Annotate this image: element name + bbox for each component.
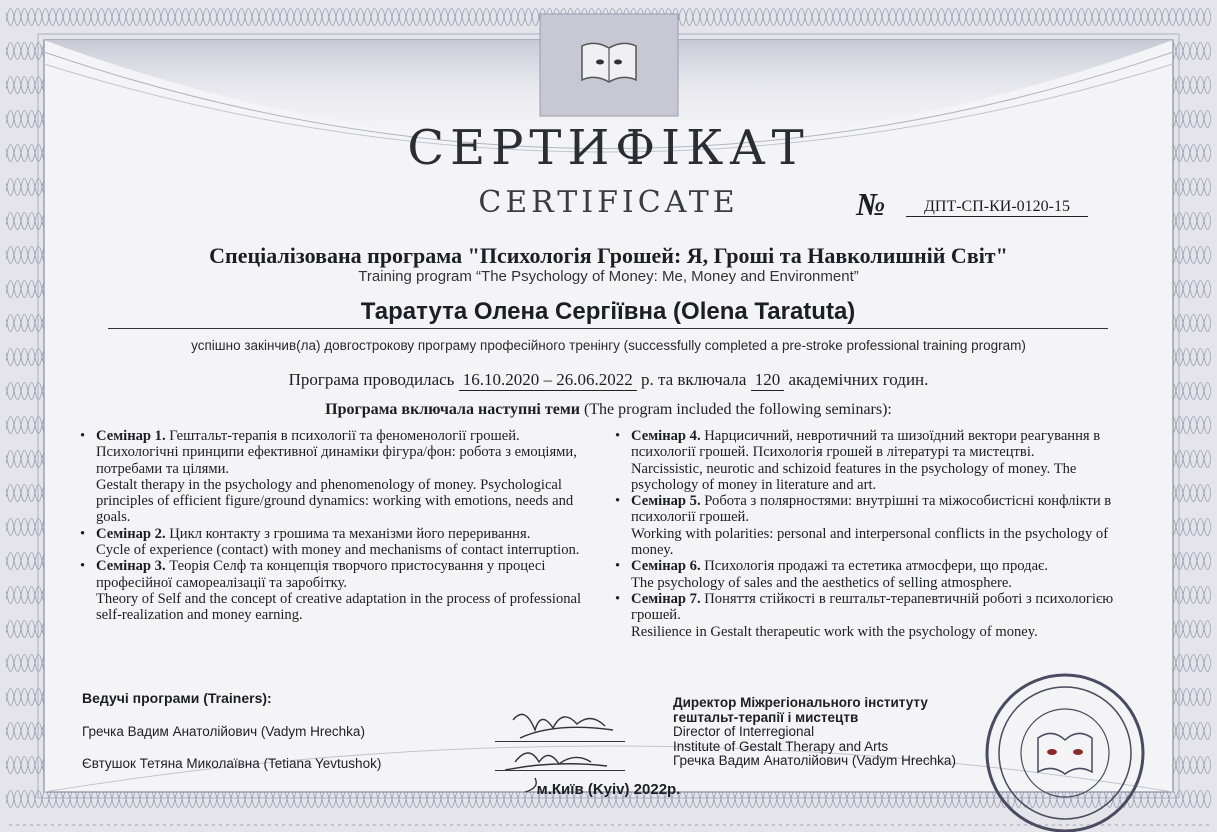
- director-institute-en: Institute of Gestalt Therapy and Arts: [673, 738, 889, 754]
- seminar-text-en: The psychology of sales and the aesthetics of selling atmosphere.: [631, 574, 1012, 591]
- seminar-text-ua: Теорія Селф та концепція творчого пристосування у процесі професійної самореалізації та заробітку.: [96, 558, 546, 591]
- director-title-en: Director of Interregional: [673, 724, 815, 739]
- seminar-label: Семінар 5.: [631, 493, 701, 510]
- seminar-text-en: Working with polarities: personal and interpersonal conflicts in the psychology of money.: [631, 525, 1109, 559]
- trainer-name: Євтушок Тетяна Миколаївна (Tetiana Yevtushok): [82, 756, 382, 771]
- official-stamp-icon: [980, 668, 1150, 832]
- participant-name: Таратута Олена Сергіївна (Olena Taratuta): [108, 298, 1108, 329]
- certificate-number: ДПТ-СП-КИ-0120-15: [906, 198, 1088, 217]
- trainers-heading: Ведучі програми (Trainers):: [82, 690, 272, 706]
- seminar-text-ua: Гештальт-терапія в психології та феноменології грошей. Психологічні принципи ефективної динаміки фігура/фон: робота з емоціями, потребами та цілями.: [96, 428, 577, 477]
- seminar-text-ua: Цикл контакту з грошима та механізми його переривання.: [169, 525, 531, 542]
- director-title-ua: Директор Міжрегіонального інституту: [673, 695, 928, 710]
- program-period: 16.10.2020 – 26.06.2022: [459, 370, 637, 391]
- director-block: [673, 696, 956, 769]
- seminar-label: Семінар 3.: [96, 558, 166, 575]
- bullet-icon: •: [80, 428, 86, 444]
- book-logo-icon: [580, 36, 638, 86]
- bullet-icon: •: [615, 493, 621, 510]
- seminar-label: Семінар 7.: [631, 590, 701, 607]
- seminar-label: Семінар 4.: [631, 428, 701, 444]
- seminar-item: [615, 493, 1135, 558]
- seminar-text-ua: Нарцисичний, невротичний та шизоїдний вектори реагування в психології грошей. Психологія грошей в літературі та мистецтві.: [631, 428, 1101, 461]
- seminars-left-column: [80, 428, 600, 624]
- seminar-text-ua: Поняття стійкості в гештальт-терапевтичній роботі з психологією грошей.: [631, 590, 1114, 624]
- completion-statement: успішно закінчив(ла) довгострокову програму професійного тренінгу (successfully completed a pre-stroke professional training program): [191, 338, 1026, 353]
- topics-heading-en: (The program included the following seminars):: [583, 401, 892, 418]
- bullet-icon: •: [615, 428, 621, 444]
- topics-heading-ua: Програма включала наступні теми: [325, 401, 580, 418]
- dates-prefix: Програма проводилась: [288, 370, 455, 389]
- seminar-text-en: Gestalt therapy in the psychology and phenomenology of money. Psychological principles of efficient figure/ground dynamics: working with emotions, needs and goals.: [96, 476, 574, 526]
- certificate-title-en: CERTIFICATE: [478, 185, 739, 220]
- seminar-item: [615, 428, 1135, 493]
- seminar-text-en: Resilience in Gestalt therapeutic work with the psychology of money.: [631, 623, 1038, 640]
- academic-hours: 120: [751, 370, 785, 391]
- seminar-item: [80, 526, 600, 559]
- seminar-text-ua: Психологія продажі та естетика атмосфери, що продає.: [704, 558, 1048, 575]
- program-dates-line: [0, 370, 1217, 391]
- bullet-icon: •: [615, 590, 621, 607]
- certificate-number-label: №: [856, 186, 886, 222]
- seminar-item: [80, 428, 600, 526]
- seminar-item: [80, 558, 600, 623]
- bullet-icon: •: [80, 558, 86, 575]
- seminar-text-en: Narcissistic, neurotic and schizoid features in the psychology of money. The psychology of money in literature and art.: [631, 460, 1077, 493]
- program-title-ua: Спеціалізована програма "Психологія Грошей: Я, Гроші та Навколишній Світ": [209, 243, 1008, 268]
- seminar-item: [615, 591, 1135, 640]
- seminar-text-en: Cycle of experience (contact) with money and mechanisms of contact interruption.: [96, 542, 580, 559]
- seminar-label: Семінар 2.: [96, 525, 166, 542]
- city-year: м.Київ (Kyiv) 2022р.: [536, 781, 681, 798]
- dates-middle: р. та включала: [640, 370, 747, 389]
- seminar-label: Семінар 6.: [631, 558, 701, 575]
- seminar-text-ua: Робота з полярностями: внутрішні та міжособистісні конфлікти в психології грошей.: [631, 493, 1112, 526]
- certificate-title-ua: СЕРТИФІКАТ: [407, 120, 810, 176]
- topics-heading: [0, 401, 1217, 419]
- program-title-en: Training program “The Psychology of Money: Me, Money and Environment”: [358, 268, 859, 285]
- bullet-icon: •: [615, 558, 621, 575]
- seminar-text-en: Theory of Self and the concept of creative adaptation in the process of professional self-realization and money earning.: [96, 590, 582, 624]
- director-name: Гречка Вадим Анатолійович (Vadym Hrechka): [673, 753, 956, 768]
- seminar-label: Семінар 1.: [96, 428, 166, 444]
- seminar-item: [615, 558, 1135, 591]
- seminars-right-column: [615, 428, 1135, 640]
- bullet-icon: •: [80, 525, 86, 542]
- trainer-name: Гречка Вадим Анатолійович (Vadym Hrechka): [82, 724, 365, 739]
- director-institute-ua: гештальт-терапії і мистецтв: [673, 709, 859, 725]
- dates-suffix: академічних годин.: [788, 370, 929, 389]
